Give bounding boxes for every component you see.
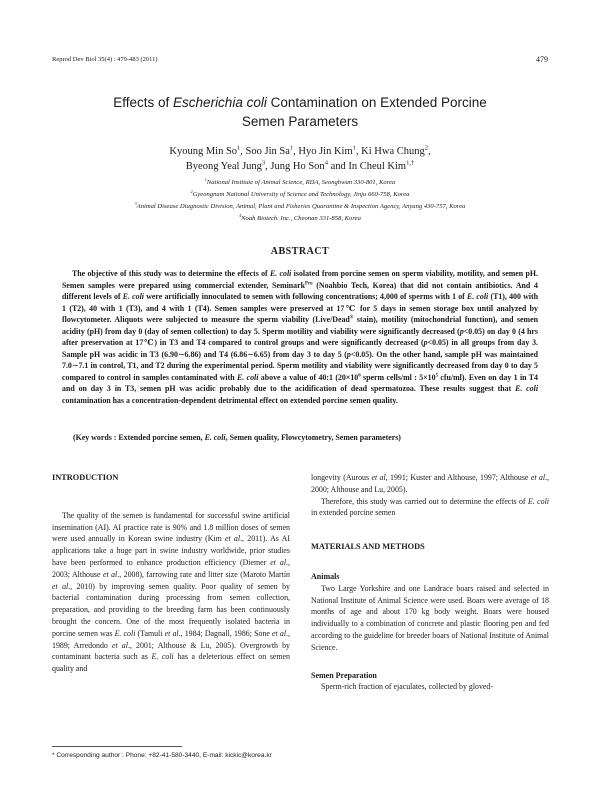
- author-line-1: Kyoung Min So$^1$, Soo Jin Sa$^1$, Hyo Jin Kim$^1$, Ki Hwa Chung$^2$,: [169, 144, 431, 157]
- introduction-heading: INTRODUCTION: [52, 473, 119, 482]
- title-line-1: Effects of Escherichia coli Contamination on Extended Porcine: [113, 95, 487, 110]
- page-number: 479: [536, 55, 548, 64]
- author-list: [0, 144, 600, 174]
- affiliation-1: $^1$National Institute of Animal Science, RDA, Seonghwan 330-801, Korea: [204, 176, 396, 186]
- author-line-2: Byeong Yeal Jung$^3$, Jung Ho Son$^4$ and In Cheul Kim$^{1,\dagger}$: [185, 159, 415, 172]
- title-line-2: Semen Parameters: [241, 114, 359, 129]
- introduction-paragraph: The quality of the semen is fundamental for successful swine artificial insemination (AI). AI practice rate is 90% and 1.8 million doses of semen were used annually in Korean swine industry (Kim et al., 2011). As AI applications take a huge part in swine industry worldwide, prior studies have been performed to enhance production efficiency (Diemer et al., 2003; Althouse et al., 2008), farrowing rate and litter size (Maroto Martín et al., 2010) by improving semen quality. Poor quality of semen by bacterial contamination during processing from semen collection, preparation, and providing to the breeding farm has been continuously brought the concern. One of the most frequently isolated bacteria in porcine semen was E. coli (Tamuli et al., 1984; Dagnall, 1986; Sone et al., 1989; Arredondo et al., 2001; Althouse & Lu, 2005). Overgrowth by contaminant bacteria such as E. coli has a deleterious effect on semen quality and: [52, 510, 290, 674]
- affiliation-3: $^3$Animal Disease Diagnostic Division, Animal, Plant and Fisheries Quarantine & Inspection Agency, Anyang 430-757, Korea: [134, 200, 466, 210]
- semen-preparation-paragraph: Sperm-rich fraction of ejaculates, collected by gloved-: [321, 682, 493, 692]
- corresponding-author-footnote: * Corresponding author : Phone: +82-41-580-3440, E-mail: kickic@korea.kr: [52, 752, 272, 759]
- affiliation-2: $^2$Gyeongnam National University of Science and Technology, Jinju 660-758, Korea: [190, 188, 410, 198]
- abstract-body: The objective of this study was to determine the effects of E. coli isolated from porcine semen on sperm viability, motility, and semen pH. Semen samples were prepared using commercial extender, Seminark$^{Pro}$ (Noahbio Tech, Korea) that did not contain antibiotics. And 4 different levels of E. coli were artificially innoculated to semen with following concentrations; 4,000 of sperms with 1 of E. coli (T1), 400 with 1 (T2), 40 with 1 (T3), and 4 with 1 (T4). Semen samples were preserved at 17℃ for 5 days in semen storage box until analyzed by flowcytometer. Aliquots were subjected to measure the sperm viability (Live/Dead® stain), motility (mitochondrial function), and semen acidity (pH) from day 0 (day of semen collection) to day 5. Sperm motility and viability were significantly decreased (p<0.05) on day 0 (4 hrs after preservation at 17℃) in T3 and T4 compared to control groups and were significantly decreased (p<0.05) in all groups from day 3. Sample pH was acidic in T3 (6.90∼6.86) and T4 (6.86∼6.65) from day 3 to day 5 (p<0.05). On the other hand, sample pH was maintained 7.0∼7.1 in control, T1, and T2 during the experimental period. Sperm motility and viability were significantly decreased from day 0 to day 5 compared to control in samples contaminated with E. coli above a value of 40:1 ($20\times 10^6$ sperm cells/ml : $5\times 10^5$ cfu/ml). Even on day 1 in T4 and on day 3 in T3, semen pH was acidic probably due to the acidification of dead spermatozoa. These results suggest that E. coli contamination has a concentration-dependent detrimental effect on extended porcine semen quality.: [62, 269, 539, 405]
- methods-heading: MATERIALS AND METHODS: [311, 542, 425, 552]
- intro-aim-paragraph: Therefore, this study was carried out to determine the effects of E. coli in extended porcine semen: [311, 496, 549, 518]
- left-column: [52, 472, 290, 675]
- affiliations: [0, 177, 600, 225]
- running-head: Reprod Dev Biol 35(4) : 479-483 (2011): [52, 56, 158, 63]
- keywords: (Key words : Extended porcine semen, E. coli, Semen quality, Flowcytometry, Semen parameters): [73, 433, 401, 442]
- footnote-divider: [52, 746, 182, 747]
- abstract-heading: ABSTRACT: [270, 246, 330, 257]
- semen-preparation-heading: Semen Preparation: [311, 670, 377, 680]
- intro-continuation: longevity (Aurous et al, 1991; Kuster and Althouse, 1997; Althouse et al., 2000; Althouse and Lu, 2005).: [311, 473, 549, 494]
- animals-heading: Animals: [311, 571, 340, 581]
- right-column: [311, 472, 549, 693]
- animals-paragraph: Two Large Yorkshire and one Landrace boars raised and selected in National Institute of Animal Science were used. Boars were average of 18 months of age and about 170 kg body weight. Boars were housed individually to a combination of concrete and plastic flooring pen and fed according to the guideline for breeder boars of National Institute of Animal Science.: [311, 583, 549, 652]
- paper-title: [0, 93, 600, 131]
- affiliation-4: $^4$Noah Biotech. Inc., Cheonan 331-858, Korea: [239, 212, 361, 222]
